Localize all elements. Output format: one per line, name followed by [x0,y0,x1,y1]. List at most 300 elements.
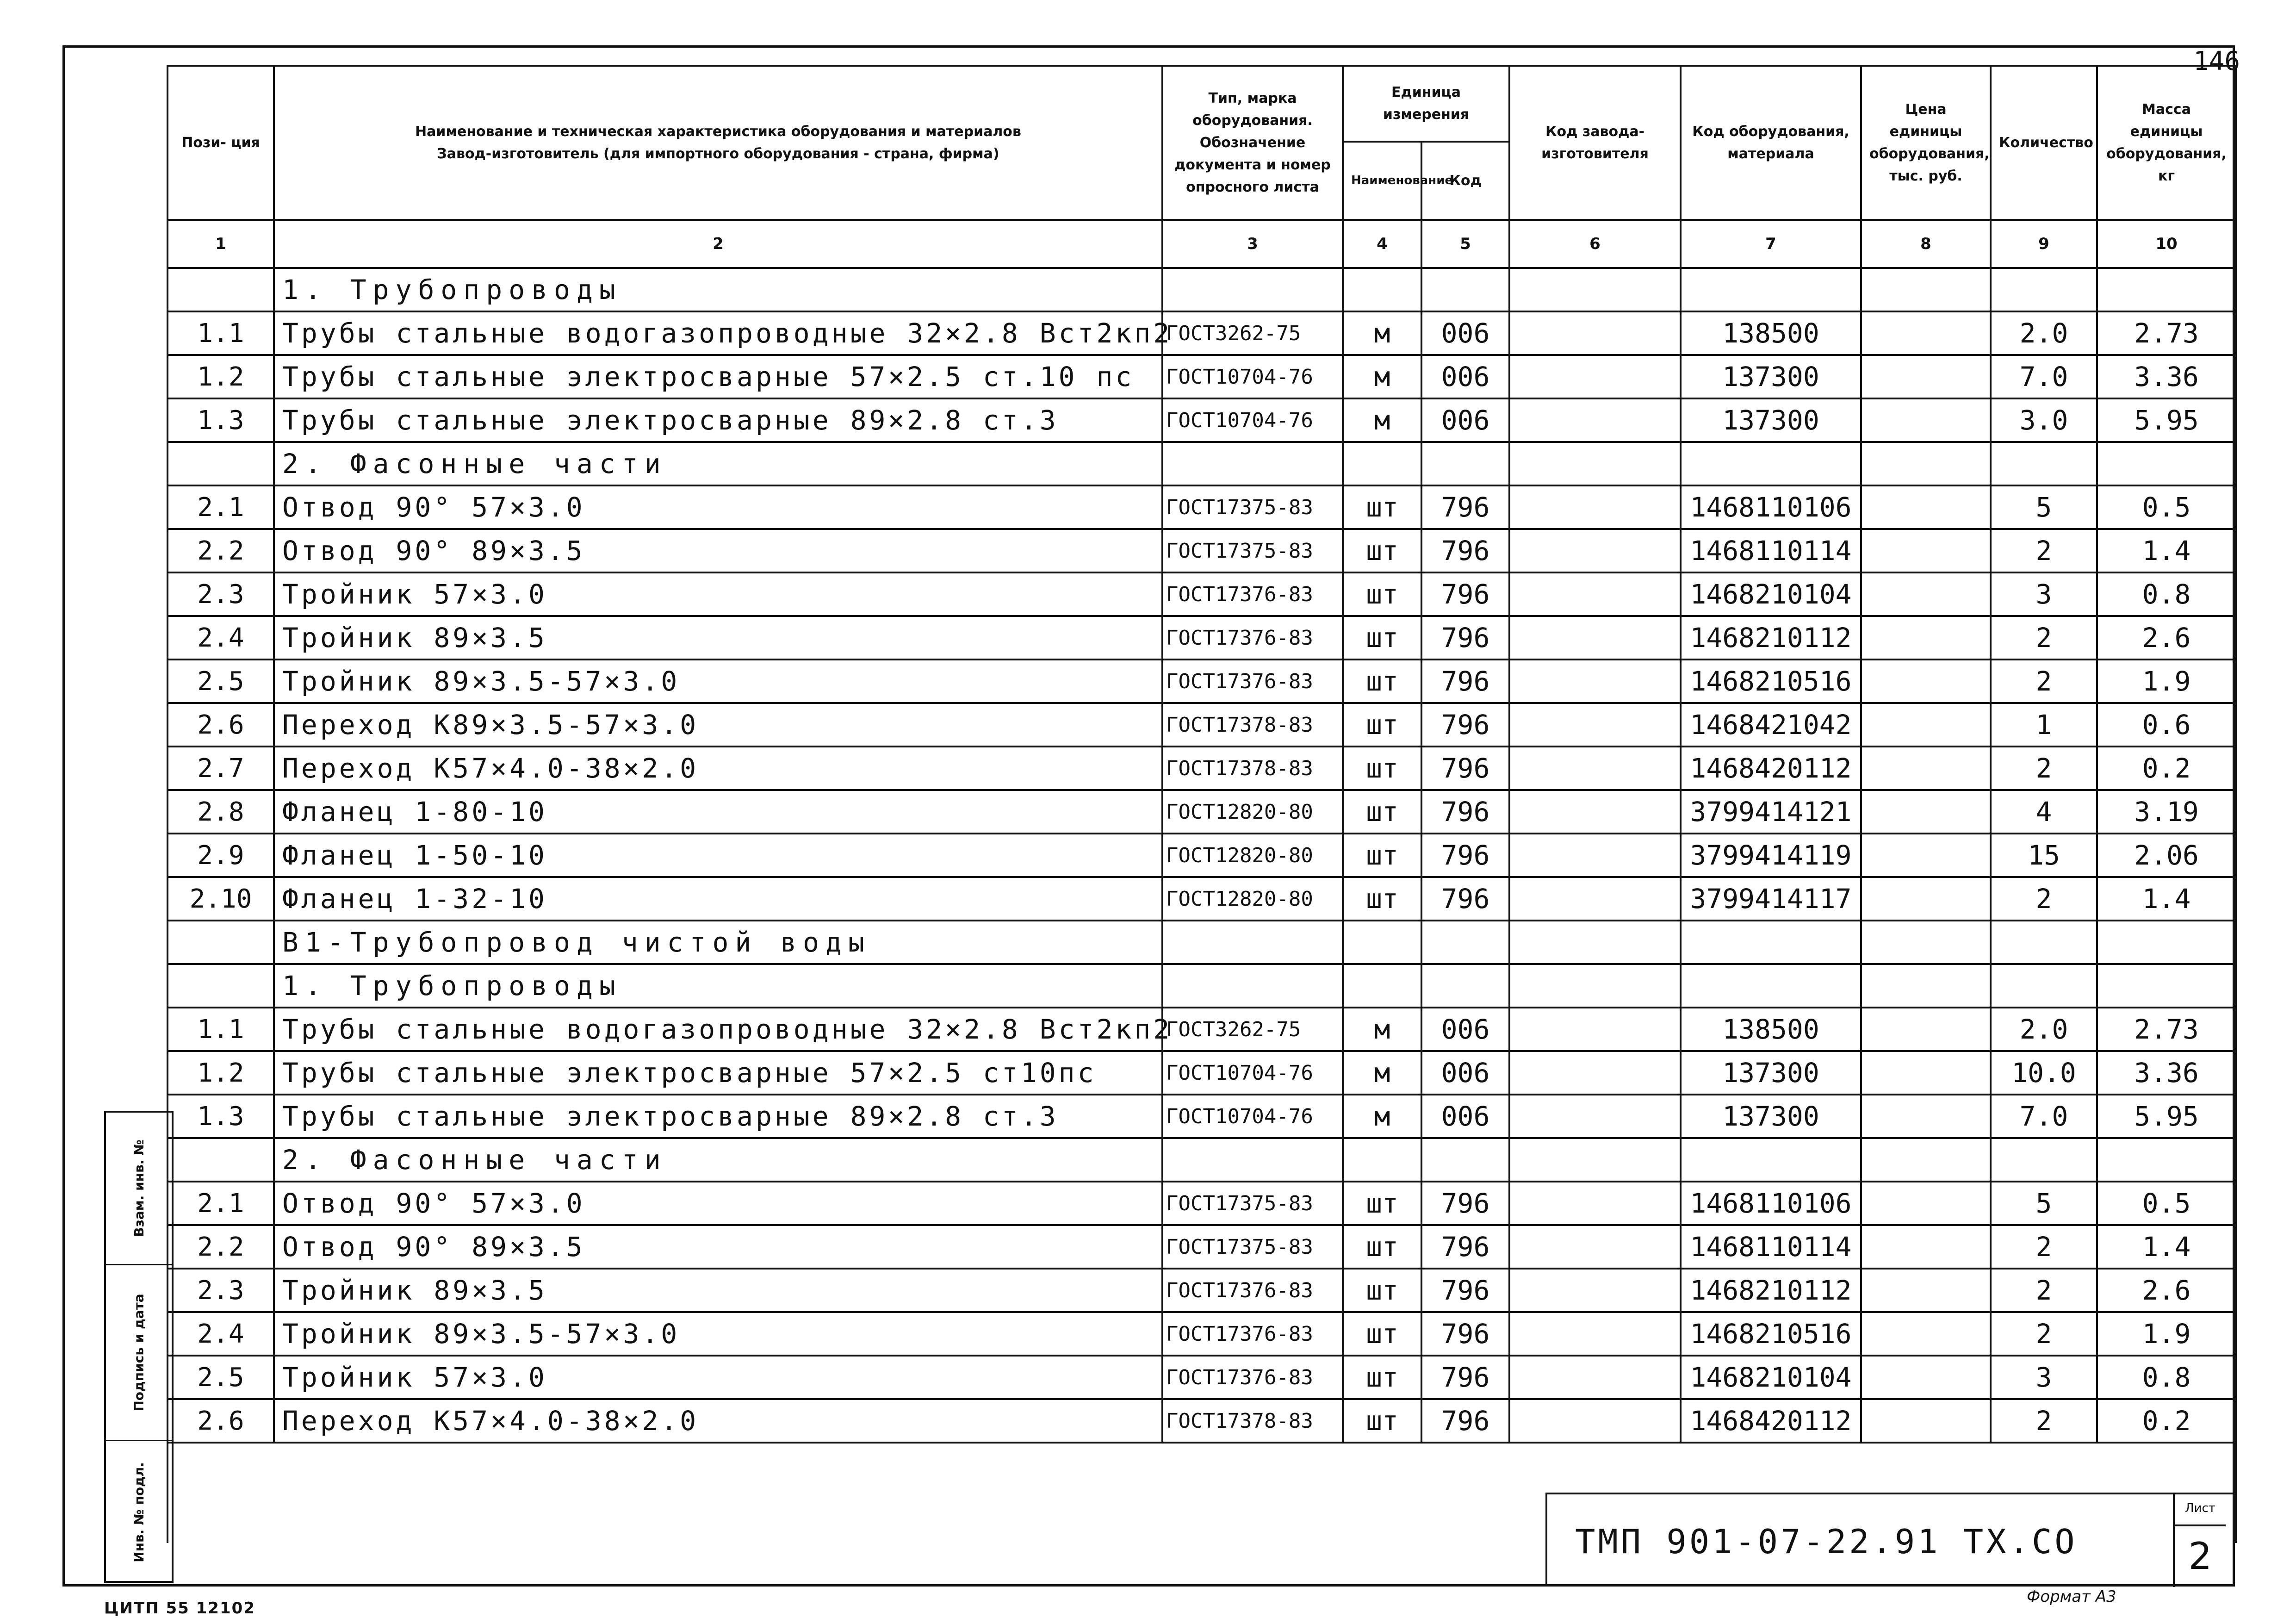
material-code-cell: 1468110106 [1681,1182,1861,1225]
manufacturer-code-cell [1509,485,1681,529]
table-body [168,268,2236,1543]
material-code-cell: 1468421042 [1681,703,1861,747]
empty-cell [1421,921,1509,964]
empty-cell [1681,964,1861,1008]
empty-cell [1162,1138,1343,1182]
mass-cell: 5.95 [2097,1095,2236,1138]
header-manufacturer-code: Код завода-изготовителя [1509,66,1681,220]
unit-name-cell: м [1343,1095,1421,1138]
document-cell: ГОСТ10704-76 [1162,355,1343,398]
table-row [168,1399,2236,1443]
empty-cell [2097,964,2236,1008]
title-block [1545,1493,2235,1585]
empty-cell [1861,921,1991,964]
empty-cell [1421,1138,1509,1182]
header-unit-name: Наименование [1343,142,1421,220]
mass-cell: 2.73 [2097,311,2236,355]
document-cell: ГОСТ17376-83 [1162,1312,1343,1356]
mass-cell: 0.5 [2097,1182,2236,1225]
unit-code-cell: 796 [1421,747,1509,790]
unit-name-cell: шт [1343,703,1421,747]
quantity-cell: 7.0 [1991,355,2097,398]
document-cell: ГОСТ10704-76 [1162,1095,1343,1138]
table-row [168,1312,2236,1356]
position-cell: 2.6 [168,1399,274,1443]
stamp-original-inv-label: Инв. № подл. [131,1462,147,1562]
unit-code-cell: 006 [1421,1095,1509,1138]
manufacturer-code-cell [1509,1008,1681,1051]
table-row [168,1225,2236,1269]
mass-cell: 3.19 [2097,790,2236,834]
mass-cell: 0.8 [2097,1356,2236,1399]
material-code-cell: 137300 [1681,355,1861,398]
name-cell: Трубы стальные электросварные 89×2.8 ст.3 [274,1095,1162,1138]
empty-cell [2097,921,2236,964]
mass-cell: 5.95 [2097,398,2236,442]
side-stamp [104,1111,174,1583]
stamp-original-inv [106,1441,172,1583]
section-title: 2. Фасонные части [274,442,1162,485]
empty-cell [1343,964,1421,1008]
quantity-cell: 2 [1991,1269,2097,1312]
name-cell: Отвод 90° 57×3.0 [274,1182,1162,1225]
unit-code-cell: 796 [1421,877,1509,921]
section-title: 2. Фасонные части [274,1138,1162,1182]
empty-cell [1509,921,1681,964]
empty-cell [1421,268,1509,311]
material-code-cell: 1468110114 [1681,529,1861,572]
unit-name-cell: м [1343,398,1421,442]
unit-code-cell: 006 [1421,355,1509,398]
price-cell [1861,703,1991,747]
position-cell: 1.2 [168,355,274,398]
manufacturer-code-cell [1509,311,1681,355]
manufacturer-code-cell [1509,572,1681,616]
table-row [168,1008,2236,1051]
name-cell: Трубы стальные водогазопроводные 32×2.8 Вст2кп2 [274,1008,1162,1051]
material-code-cell: 1468210112 [1681,616,1861,660]
document-cell: ГОСТ17378-83 [1162,747,1343,790]
header-material-code: Код оборудования, материала [1681,66,1861,220]
column-number: 6 [1509,220,1681,268]
empty-cell [1681,1138,1861,1182]
document-cell: ГОСТ17378-83 [1162,703,1343,747]
empty-cell [1991,268,2097,311]
price-cell [1861,834,1991,877]
price-cell [1861,660,1991,703]
header-row [168,66,2236,142]
name-cell: Отвод 90° 89×3.5 [274,1225,1162,1269]
table-row [168,1182,2236,1225]
mass-cell: 0.6 [2097,703,2236,747]
stamp-signature-date [106,1265,172,1441]
name-cell: Фланец 1-32-10 [274,877,1162,921]
unit-name-cell: шт [1343,572,1421,616]
header-quantity: Количество [1991,66,2097,220]
quantity-cell: 1 [1991,703,2097,747]
name-cell: Фланец 1-50-10 [274,834,1162,877]
price-cell [1861,1356,1991,1399]
quantity-cell: 5 [1991,485,2097,529]
table-row [168,1051,2236,1095]
unit-name-cell: шт [1343,1269,1421,1312]
document-cell: ГОСТ3262-75 [1162,1008,1343,1051]
page-number: 146 [2193,46,2240,76]
header-price: Цена единицы оборудования, тыс. руб. [1861,66,1991,220]
manufacturer-code-cell [1509,1356,1681,1399]
document-cell: ГОСТ12820-80 [1162,877,1343,921]
mass-cell: 2.06 [2097,834,2236,877]
stamp-signature-date-label: Подпись и дата [131,1294,147,1412]
material-code-cell: 137300 [1681,1095,1861,1138]
column-number-row [168,220,2236,268]
section-row [168,1138,2236,1182]
position-cell: 2.10 [168,877,274,921]
name-cell: Тройник 57×3.0 [274,1356,1162,1399]
name-cell: Трубы стальные электросварные 89×2.8 ст.3 [274,398,1162,442]
document-cell: ГОСТ10704-76 [1162,398,1343,442]
price-cell [1861,1095,1991,1138]
position-cell [168,442,274,485]
price-cell [1861,572,1991,616]
quantity-cell: 2.0 [1991,1008,2097,1051]
column-number: 10 [2097,220,2236,268]
section-title: 1. Трубопроводы [274,964,1162,1008]
position-cell: 2.1 [168,485,274,529]
unit-name-cell: шт [1343,1225,1421,1269]
document-cell: ГОСТ3262-75 [1162,311,1343,355]
section-row [168,442,2236,485]
price-cell [1861,1225,1991,1269]
empty-cell [1991,442,2097,485]
manufacturer-code-cell [1509,398,1681,442]
material-code-cell: 1468420112 [1681,747,1861,790]
price-cell [1861,485,1991,529]
name-cell: Тройник 57×3.0 [274,572,1162,616]
position-cell [168,921,274,964]
position-cell: 1.1 [168,311,274,355]
name-cell: Отвод 90° 89×3.5 [274,529,1162,572]
column-number: 3 [1162,220,1343,268]
manufacturer-code-cell [1509,747,1681,790]
unit-code-cell: 796 [1421,1399,1509,1443]
mass-cell: 1.9 [2097,1312,2236,1356]
unit-name-cell: шт [1343,485,1421,529]
price-cell [1861,1312,1991,1356]
empty-cell [1162,268,1343,311]
position-cell: 2.9 [168,834,274,877]
unit-name-cell: шт [1343,616,1421,660]
unit-name-cell: шт [1343,790,1421,834]
empty-cell [1162,964,1343,1008]
empty-cell [2097,442,2236,485]
manufacturer-code-cell [1509,1399,1681,1443]
empty-cell [1343,921,1421,964]
manufacturer-code-cell [1509,834,1681,877]
mass-cell: 2.6 [2097,616,2236,660]
name-cell: Переход К57×4.0-38×2.0 [274,1399,1162,1443]
material-code-cell: 1468210516 [1681,660,1861,703]
mass-cell: 0.8 [2097,572,2236,616]
document-cell: ГОСТ12820-80 [1162,790,1343,834]
position-cell: 2.2 [168,529,274,572]
empty-cell [1421,964,1509,1008]
position-cell: 2.3 [168,572,274,616]
document-cell: ГОСТ12820-80 [1162,834,1343,877]
unit-code-cell: 796 [1421,660,1509,703]
table-row [168,747,2236,790]
mass-cell: 0.2 [2097,747,2236,790]
document-cell: ГОСТ17376-83 [1162,616,1343,660]
mass-cell: 1.4 [2097,1225,2236,1269]
column-number: 5 [1421,220,1509,268]
name-cell: Тройник 89×3.5-57×3.0 [274,660,1162,703]
quantity-cell: 4 [1991,790,2097,834]
name-cell: Фланец 1-80-10 [274,790,1162,834]
unit-code-cell: 796 [1421,1182,1509,1225]
name-cell: Тройник 89×3.5-57×3.0 [274,1312,1162,1356]
manufacturer-code-cell [1509,1095,1681,1138]
material-code-cell: 138500 [1681,1008,1861,1051]
material-code-cell: 137300 [1681,398,1861,442]
mass-cell: 3.36 [2097,1051,2236,1095]
position-cell: 2.6 [168,703,274,747]
price-cell [1861,1269,1991,1312]
price-cell [1861,355,1991,398]
manufacturer-code-cell [1509,1269,1681,1312]
table-row [168,616,2236,660]
table-row [168,485,2236,529]
quantity-cell: 2 [1991,1399,2097,1443]
price-cell [1861,1051,1991,1095]
position-cell: 2.2 [168,1225,274,1269]
unit-code-cell: 796 [1421,1312,1509,1356]
position-cell [168,964,274,1008]
document-cell: ГОСТ17375-83 [1162,1225,1343,1269]
document-cell: ГОСТ17375-83 [1162,1182,1343,1225]
quantity-cell: 3 [1991,1356,2097,1399]
material-code-cell: 137300 [1681,1051,1861,1095]
material-code-cell: 1468210104 [1681,1356,1861,1399]
quantity-cell: 2 [1991,747,2097,790]
empty-cell [2097,268,2236,311]
quantity-cell: 2 [1991,529,2097,572]
material-code-cell: 138500 [1681,311,1861,355]
unit-code-cell: 796 [1421,1225,1509,1269]
section-row [168,268,2236,311]
unit-code-cell: 796 [1421,529,1509,572]
position-cell: 2.3 [168,1269,274,1312]
table-row [168,703,2236,747]
price-cell [1861,1399,1991,1443]
table-row [168,877,2236,921]
unit-name-cell: шт [1343,1399,1421,1443]
manufacturer-code-cell [1509,1051,1681,1095]
header-type: Тип, марка оборудования. Обозначение документа и номер опросного листа [1162,66,1343,220]
manufacturer-code-cell [1509,1312,1681,1356]
empty-cell [1509,1138,1681,1182]
unit-code-cell: 796 [1421,834,1509,877]
table-row [168,660,2236,703]
material-code-cell: 1468210516 [1681,1312,1861,1356]
table-row [168,1269,2236,1312]
unit-name-cell: шт [1343,1182,1421,1225]
empty-cell [1991,921,2097,964]
empty-cell [1162,921,1343,964]
name-cell: Трубы стальные электросварные 57×2.5 ст.10 пс [274,355,1162,398]
mass-cell: 0.2 [2097,1399,2236,1443]
mass-cell: 1.9 [2097,660,2236,703]
position-cell: 2.5 [168,660,274,703]
empty-cell [1509,268,1681,311]
column-number: 7 [1681,220,1861,268]
material-code-cell: 1468210112 [1681,1269,1861,1312]
document-cell: ГОСТ17376-83 [1162,660,1343,703]
table-row [168,529,2236,572]
manufacturer-code-cell [1509,1182,1681,1225]
empty-cell [1681,442,1861,485]
document-cell: ГОСТ17375-83 [1162,485,1343,529]
unit-name-cell: м [1343,311,1421,355]
table-row [168,790,2236,834]
empty-cell [1861,1138,1991,1182]
mass-cell: 1.4 [2097,877,2236,921]
stamp-replacement-inv [106,1113,172,1265]
mass-cell: 2.6 [2097,1269,2236,1312]
manufacturer-code-cell [1509,1225,1681,1269]
table-row [168,1095,2236,1138]
section-title: 1. Трубопроводы [274,268,1162,311]
format-label: Формат А3 [2027,1587,2116,1606]
manufacturer-code-cell [1509,529,1681,572]
manufacturer-code-cell [1509,790,1681,834]
table-row [168,398,2236,442]
material-code-cell: 1468110114 [1681,1225,1861,1269]
table-row [168,572,2236,616]
position-cell: 1.1 [168,1008,274,1051]
price-cell [1861,616,1991,660]
empty-cell [1509,964,1681,1008]
column-number: 4 [1343,220,1421,268]
price-cell [1861,1182,1991,1225]
quantity-cell: 10.0 [1991,1051,2097,1095]
name-cell: Тройник 89×3.5 [274,616,1162,660]
empty-cell [2097,1138,2236,1182]
manufacturer-code-cell [1509,616,1681,660]
name-cell: Трубы стальные электросварные 57×2.5 ст10пс [274,1051,1162,1095]
empty-cell [1991,964,2097,1008]
name-cell: Переход К89×3.5-57×3.0 [274,703,1162,747]
name-cell: Переход К57×4.0-38×2.0 [274,747,1162,790]
unit-name-cell: шт [1343,834,1421,877]
quantity-cell: 2 [1991,660,2097,703]
position-cell: 2.7 [168,747,274,790]
position-cell: 2.4 [168,1312,274,1356]
unit-name-cell: м [1343,1008,1421,1051]
price-cell [1861,529,1991,572]
column-number: 8 [1861,220,1991,268]
position-cell: 2.1 [168,1182,274,1225]
document-cell: ГОСТ17378-83 [1162,1399,1343,1443]
quantity-cell: 2 [1991,616,2097,660]
manufacturer-code-cell [1509,877,1681,921]
price-cell [1861,398,1991,442]
unit-code-cell: 796 [1421,1269,1509,1312]
unit-name-cell: шт [1343,1356,1421,1399]
section-row [168,964,2236,1008]
header-mass: Масса единицы оборудования, кг [2097,66,2236,220]
unit-name-cell: шт [1343,747,1421,790]
unit-name-cell: шт [1343,529,1421,572]
unit-code-cell: 796 [1421,485,1509,529]
unit-name-cell: м [1343,1051,1421,1095]
position-cell: 2.5 [168,1356,274,1399]
empty-cell [1681,268,1861,311]
quantity-cell: 2.0 [1991,311,2097,355]
empty-cell [1509,442,1681,485]
empty-cell [1343,442,1421,485]
sheet-number: 2 [2173,1526,2226,1587]
header-name: Наименование и техническая характеристика оборудования и материалов Завод-изготовитель (для импортного оборудования - страна, фирма) [274,66,1162,220]
position-cell: 1.3 [168,398,274,442]
unit-code-cell: 796 [1421,703,1509,747]
name-cell: Тройник 89×3.5 [274,1269,1162,1312]
quantity-cell: 3.0 [1991,398,2097,442]
header-position: Пози- ция [168,66,274,220]
unit-code-cell: 796 [1421,790,1509,834]
empty-cell [1991,1138,2097,1182]
document-code: ТМП 901-07-22.91 ТХ.СО [1575,1522,2078,1561]
empty-cell [1861,268,1991,311]
unit-code-cell: 796 [1421,572,1509,616]
document-cell: ГОСТ17376-83 [1162,572,1343,616]
column-number: 1 [168,220,274,268]
unit-name-cell: шт [1343,1312,1421,1356]
position-cell: 2.4 [168,616,274,660]
manufacturer-code-cell [1509,703,1681,747]
quantity-cell: 15 [1991,834,2097,877]
document-cell: ГОСТ10704-76 [1162,1051,1343,1095]
price-cell [1861,747,1991,790]
position-cell [168,1138,274,1182]
unit-code-cell: 006 [1421,311,1509,355]
quantity-cell: 5 [1991,1182,2097,1225]
price-cell [1861,877,1991,921]
unit-code-cell: 796 [1421,616,1509,660]
material-code-cell: 1468110106 [1681,485,1861,529]
unit-code-cell: 006 [1421,1051,1509,1095]
name-cell: Отвод 90° 57×3.0 [274,485,1162,529]
unit-code-cell: 796 [1421,1356,1509,1399]
material-code-cell: 1468210104 [1681,572,1861,616]
mass-cell: 3.36 [2097,355,2236,398]
unit-name-cell: м [1343,355,1421,398]
empty-cell [1681,921,1861,964]
section-row [168,921,2236,964]
archive-number: ЦИТП 55 12102 [104,1599,255,1618]
empty-cell [1343,268,1421,311]
quantity-cell: 2 [1991,1312,2097,1356]
table-row [168,1356,2236,1399]
price-cell [1861,1008,1991,1051]
specification-table [167,65,2237,1543]
document-cell: ГОСТ17375-83 [1162,529,1343,572]
mass-cell: 0.5 [2097,485,2236,529]
document-cell: ГОСТ17376-83 [1162,1356,1343,1399]
table-row [168,311,2236,355]
unit-code-cell: 006 [1421,1008,1509,1051]
material-code-cell: 1468420112 [1681,1399,1861,1443]
